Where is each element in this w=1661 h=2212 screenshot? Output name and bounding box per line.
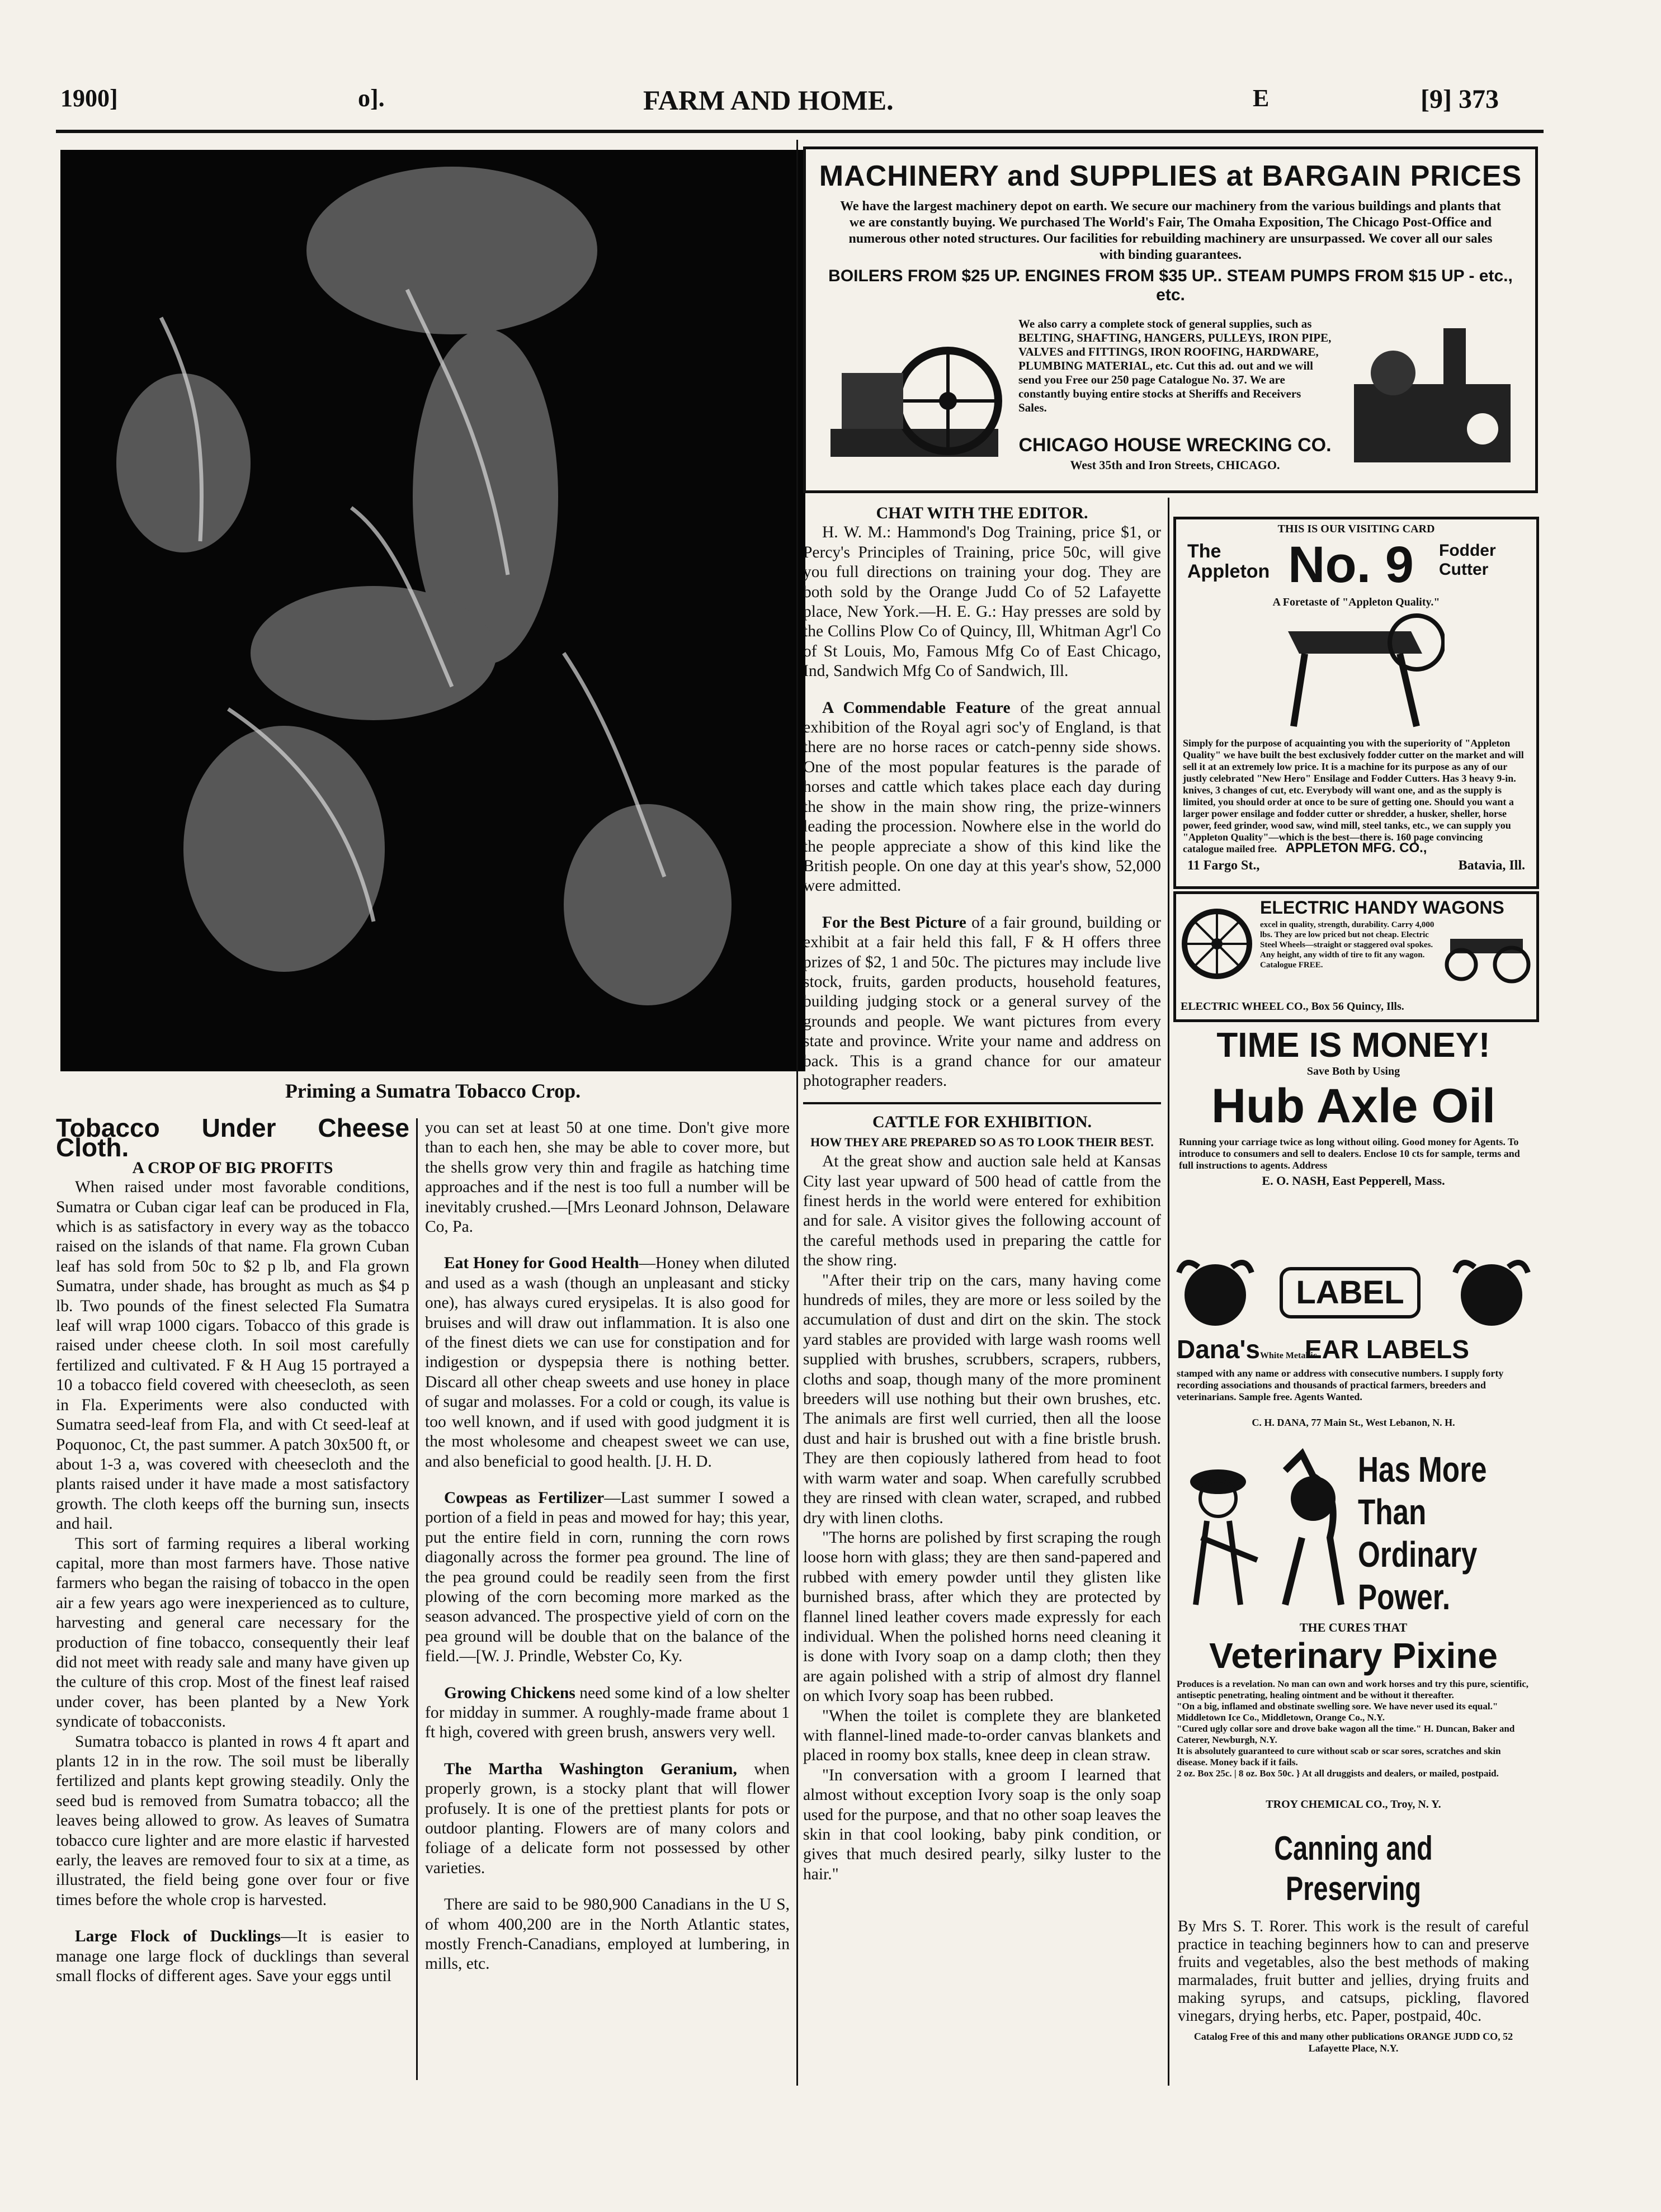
column-rule <box>1168 498 1169 2086</box>
cattle-paragraph: At the great show and auction sale held at Kansas City last year upward of 500 head of cattle from the finest herds in the world were entered for exhibition and for sale. A visitor gives the following account of the careful methods used in preparing the cattle for the show ring. <box>803 1152 1161 1270</box>
engine-illustration <box>819 317 1009 474</box>
chickens-text: need some kind of a low shelter for midday in summer. A roughly-made frame about 1 ft high, covered with green brush, answers very well. <box>425 1684 790 1742</box>
ducklings-continued: you can set at least 50 at one time. Don't give more than to each hen, she may be able to cover more, but the shells grow very thin and fragile as hatching time approaches and if the nest is too full a number will be inevitably crushed.—[Mrs Leonard Johnson, Delaware Co, Pa. <box>425 1119 790 1236</box>
appleton-tagline: A Foretaste of "Appleton Quality." <box>1272 596 1440 608</box>
canning-footer: Catalog Free of this and many other publications ORANGE JUDD CO, 52 Lafayette Place, N.Y. <box>1193 2031 1513 2054</box>
machinery-prices: BOILERS FROM $25 UP. ENGINES FROM $35 UP.. STEAM PUMPS FROM $15 UP - etc., etc. <box>828 267 1513 304</box>
dana-body: stamped with any name or address with consecutive numbers. I supply forty recording associations and thousands of practical farmers, breeders and veterinarians. Sample free. Agents Wanted. <box>1177 1368 1504 1402</box>
header-mark-left: o]. <box>358 84 385 112</box>
dana-brand-b: White Metallic <box>1260 1351 1317 1360</box>
dana-brand-a: Dana's <box>1177 1335 1261 1364</box>
canning-body: By Mrs S. T. Rorer. This work is the result of careful practice in teaching beginners how to can and preserve fruits and vegetables, also the best methods of making marmalades, fruit butter and jellies, drying fruits and making syrups, and catsups, pickling, flavored vinegars, drying herbs, etc. Paper, postpaid, 40c. <box>1178 1918 1529 2025</box>
header-rule <box>56 130 1544 133</box>
tobacco-title: Tobacco Under Cheese Cloth. <box>56 1113 409 1162</box>
feature-text: of the great annual exhibition of the Royal agri soc'y of England, is that there are no horse races or catch-penny side shows. One of the most popular features is the parade of horses and cattle which takes place each day during the show in the main show ring, the prize-winners leading the procession. Nowhere else in the world do the people appreciate a show of this kind like the British people. On one day at this year's show, 52,000 were admitted. <box>803 698 1162 895</box>
chat-column <box>803 503 1161 1884</box>
pixine-guarantee: It is absolutely guaranteed to cure without scab or scar sores, scratches and skin disease. Money back if it fails. <box>1177 1746 1501 1767</box>
appleton-body-left <box>1183 609 1278 738</box>
ducklings-item <box>56 1927 409 1986</box>
tobacco-photo <box>60 150 805 1071</box>
dana-brand-c: EAR LABELS <box>1305 1335 1469 1364</box>
dana-company: C. H. DANA, 77 Main St., West Lebanon, N. H. <box>1252 1417 1455 1428</box>
picture-title: For the Best Picture <box>822 913 966 932</box>
dana-label-ad <box>1173 1250 1533 1435</box>
tobacco-subtitle: A CROP OF BIG PROFITS <box>132 1158 333 1177</box>
cattle-paragraph: "After their trip on the cars, many having come hundreds of miles, they are more or less soiled by the accumulation of dust and dirt on the skin. The stock yard stables are provided with large wash rooms well supplied with brushes, scrubbers, scrapers, rubbers, cloths and soap, though many of the more prominent breeders will use nothing but their own brushes, etc. The animals are first well curried, then all the loose dust and hair is brushed out with a fine bristle brush. They are then copiously lathered from head to foot with warm water and soap. When carefully scrubbed they are rinsed with clean water, scraped, and rubbed dry with linen cloths. <box>803 1271 1161 1527</box>
electric-title: ELECTRIC HANDY WAGONS <box>1260 897 1504 918</box>
pixine-product: Veterinary Pixine <box>1209 1636 1498 1676</box>
appleton-address-left: 11 Fargo St., <box>1187 858 1260 873</box>
pixine-headline: Has More Than Ordinary Power. <box>1358 1449 1487 1617</box>
cattle-paragraph: "When the toilet is complete they are blanketed with flannel-lined made-to-order canvas blankets and placed in roomy box stalls, knee deep in clean straw. <box>803 1707 1161 1765</box>
pixine-company: TROY CHEMICAL CO., Troy, N. Y. <box>1266 1798 1441 1811</box>
ducklings-title: Large Flock of Ducklings <box>75 1927 281 1946</box>
tobacco-paragraph: Sumatra tobacco is planted in rows 4 ft apart and plants 12 in in the row. The soil must be liberally fertilized and plants kept growing steadily. Only the seed bud is removed from Sumatra tobacco; all the leaves being allowed to grow. As leaves of Sumatra tobacco cure lighter and are more elastic if harvested early, the leaves are removed four to six at a time, as illustrated, the field being gone over four or five times before the whole crop is harvested. <box>56 1732 409 1909</box>
picture-text: of a fair ground, building or exhibit at a fair held this fall, F & H offers three prizes of $2, 1 and 50c. The pictures may include live stock, fruits, garden products, household features, building judging stock or a general survey of the grounds and people. We want pictures from every state and province. Write your name and address on back. This is a grand chance for our amateur photographer readers. <box>803 913 1162 1090</box>
tobacco-article <box>56 1113 409 1986</box>
feature-title: A Commendable Feature <box>822 698 1011 717</box>
pixine-body-text: Produces is a revelation. No man can own and work horses and try this pure, scientific, antiseptic penetrating, healing ointment and be without it thereafter. <box>1177 1679 1529 1700</box>
geranium-text: when properly grown, is a stocky plant that will flower profusely. It is one of the prettiest plants for pots or outdoor planting. Flowers are of many colors and foliage of a delicate form not possessed by other varieties. <box>425 1760 790 1877</box>
appleton-top: THIS IS OUR VISITING CARD <box>1277 523 1435 535</box>
appleton-body: Simply for the purpose of acquainting you with the superiority of "Appleton Quality" we have built the best exclusively fodder cutter on the market and will sell it at an extremely low price. It is a machine for its purpose as any of our justly celebrated "New Hero" Ensilage and Fodder Cutters. Has 3 heavy 9-in. knives, 3 changes of cut, etc. Everybody will want one, and as the supply is limited, you should order at once to be sure of getting one. Should you want a larger power ensilage and fodder cutter or shredder, a husker, sheller, horse power, feed grinder, wood saw, wind mill, steel tanks, etc., we can supply you "Appleton Quality"—which is the best—there is. 160 page convincing catalogue mailed free. <box>1183 738 1524 854</box>
honey-text: —Honey when diluted and used as a wash (though an unpleasant and sticky one), has always cured erysipelas. It is also good for bruises and will draw out inflammation. It is also one of the finest diets we can use for constipation and for indigestion or dyspepsia there is nothing better. Discard all other cheap sweets and use honey in place of sugar and molasses. For a cold or cough, its value is too well known, and if used with good judgment it is the most wholesome and cheapest sweet we can use, and also beneficial to good health. [J. H. D. <box>425 1254 790 1471</box>
column-rule <box>416 1118 418 2080</box>
geranium-item <box>425 1760 790 1878</box>
cattle-paragraph: "In conversation with a groom I learned that almost without exception Ivory soap is the only soap used for the purpose, and that no other soap leaves the skin in that cool looking, baby pink condition, or gives that much desired pearly, silky luster to the hair." <box>803 1766 1161 1883</box>
cattle-title: CATTLE FOR EXHIBITION. <box>872 1113 1092 1132</box>
fodder-cutter-illustration <box>1277 609 1445 732</box>
electric-wheel-ad <box>1173 891 1539 1022</box>
chat-title: CHAT WITH THE EDITOR. <box>876 504 1088 522</box>
machinery-company: CHICAGO HOUSE WRECKING CO. <box>1018 434 1332 456</box>
machinery-stock: We also carry a complete stock of general supplies, such as BELTING, SHAFTING, HANGERS, PULLEYS, IRON PIPE, VALVES and FITTINGS, IRON ROOFING, HARDWARE, PLUMBING MATERIAL, etc. Cut this ad. out and we will send you Free our 250 page Catalogue No. 37. We are constantly buying entire stocks at Sheriffs and Receivers Sales. <box>1018 317 1332 414</box>
cow-head-right-icon <box>1450 1256 1533 1329</box>
dana-brand <box>1177 1334 1533 1364</box>
photo-caption: Priming a Sumatra Tobacco Crop. <box>285 1080 581 1102</box>
chickens-title: Growing Chickens <box>444 1684 575 1702</box>
cowpeas-text: —Last summer I sowed a portion of a field in peas and mowed for hay; this year, put the entire field in corn, running the corn rows diagonally across the former pea ground. The line of the pea ground could be readily seen from the first plowing of the corn becoming more marked as the season advanced. The prospective yield of corn on the pea ground will be double that on the balance of the field.—[W. J. Prindle, Webster Co, Ky. <box>425 1488 790 1666</box>
appleton-company: APPLETON MFG. CO., <box>1285 840 1427 856</box>
feature-item <box>803 698 1161 896</box>
page-header <box>0 78 1661 129</box>
picture-item <box>803 913 1161 1091</box>
hub-company: E. O. NASH, East Pepperell, Mass. <box>1262 1174 1445 1188</box>
hub-save: Save Both by Using <box>1306 1065 1400 1077</box>
appleton-address-right: Batavia, Ill. <box>1458 858 1525 873</box>
electric-company: ELECTRIC WHEEL CO., Box 56 Quincy, Ills. <box>1181 1000 1404 1013</box>
machinery-ad <box>803 146 1538 493</box>
hub-axle-ad <box>1173 1023 1533 1230</box>
short-items-column <box>425 1118 790 1974</box>
chat-answers: H. W. M.: Hammond's Dog Training, price $1, or Percy's Principles of Training, price 50c, will give you full directions on training your dog. They are both sold by the Orange Judd Co of 52 Lafayette place, New York.—H. E. G.: Hay presses are sold by the Collins Plow Co of Quincy, Ill, Whitman Agr'l Co of St Louis, Mo, Famous Mfg Co of East Chicago, Ind, Sandwich Mfg Co of Sandwich, Ill. <box>803 523 1161 680</box>
tobacco-paragraph: This sort of farming requires a liberal working capital, more than most farmers have. Those native farmers who began the raising of tobacco in the open air a few years ago were inexperienced as to culture, harvesting and general care necessary for the production of fine tobacco, consequently their leaf did not meet with ready sale and many have given up the culture of this crop. Most of the finest leaf raised under cover, has been planted by a New York syndicate of tobacconists. <box>56 1534 409 1731</box>
pixine-body <box>1177 1679 1530 1779</box>
section-rule <box>803 1102 1161 1104</box>
appleton-number: No. 9 <box>1288 536 1414 593</box>
honey-item <box>425 1254 790 1471</box>
electric-body: excel in quality, strength, durability. Carry 4,000 lbs. They are low priced but not cheap. Electric Steel Wheels—straight or staggered oval spokes. Any height, any width of tire to fit any wagon. Catalogue FREE. <box>1260 920 1434 970</box>
wheel-icon <box>1181 902 1253 986</box>
canning-title: Canning and Preserving <box>1274 1830 1433 1907</box>
pixine-prices: 2 oz. Box 25c. | 8 oz. Box 50c. } At all druggists and dealers, or mailed, postpaid. <box>1177 1768 1499 1779</box>
canning-ad <box>1173 1828 1533 2086</box>
cattle-subtitle: HOW THEY ARE PREPARED SO AS TO LOOK THEIR BEST. <box>810 1135 1154 1149</box>
canadians-item: There are said to be 980,900 Canadians in the U S, of whom 400,200 are in the North Atlantic states, mostly French-Canadians, employed at lumbering, in mills, etc. <box>425 1896 790 1973</box>
boiler-illustration <box>1343 317 1522 474</box>
pixine-quote-1: "On a big, inflamed and obstinate swelling sore. We have never used its equal." Middletown Ice Co., Middletown, Orange Co., N.Y. <box>1177 1701 1498 1723</box>
ducklings-text: —It is easier to manage one large flock of ducklings than several small flocks of different ages. Save your eggs until <box>56 1927 409 1986</box>
boy-and-dog-illustration <box>1173 1448 1358 1616</box>
cowpeas-item <box>425 1488 790 1667</box>
hub-body: Running your carriage twice as long without oiling. Good money for Agents. To introduce to consumers and sell to dealers. Enclose 10 cts for sample, terms and full instructions to agents. Address <box>1179 1136 1520 1171</box>
header-mark-right: E <box>1253 84 1270 112</box>
appleton-fodder: Fodder Cutter <box>1439 541 1496 579</box>
pixine-quote-2: "Cured ugly collar sore and drove bake wagon all the time." H. Duncan, Baker and Caterer, Newburgh, N.Y. <box>1177 1723 1515 1745</box>
machinery-address: West 35th and Iron Streets, CHICAGO. <box>1070 458 1280 472</box>
pixine-ad <box>1173 1448 1533 1817</box>
cowpeas-title: Cowpeas as Fertilizer <box>444 1488 605 1507</box>
chickens-item <box>425 1684 790 1743</box>
cow-head-left-icon <box>1173 1256 1257 1329</box>
tobacco-paragraph: When raised under most favorable conditions, Sumatra or Cuban cigar leaf can be produced in Fla, which is as satisfactory in every way as the tobacco raised on the islands of that name. Fla grown Cuban leaf has sold from 50c to $2 p lb, and Fla grown Sumatra, under shade, has brought as much as $4 p lb. Two pounds of the finest selected Fla Sumatra leaf will wrap 1000 cigars. Tobacco of this grade is raised under cheese cloth. In soil most carefully fertilized and cultivated. F & H Aug 15 portrayed a 10 a tobacco field covered with cheesecloth, as seen in Fla. Experiments were also conducted with Sumatra seed-leaf from Fla, and with Ct seed-leaf at Poquonoc, Ct, the past summer. A patch 30x500 ft, or about 1-3 a, was covered with cheesecloth and the plants raised under it have made a most satisfactory growth. The cloth keeps off the burning sun, insects and hail. <box>56 1178 409 1533</box>
page-number: [9] 373 <box>1421 84 1499 114</box>
appleton-name: The Appleton <box>1187 541 1270 582</box>
machinery-headline: MACHINERY and SUPPLIES at BARGAIN PRICES <box>819 160 1522 192</box>
wagon-illustration <box>1439 922 1532 984</box>
honey-title: Eat Honey for Good Health <box>444 1254 639 1273</box>
column-rule <box>796 140 798 2086</box>
pixine-cures: THE CURES THAT <box>1299 1620 1408 1634</box>
label-tag: LABEL <box>1280 1267 1421 1318</box>
time-is-money: TIME IS MONEY! <box>1216 1026 1490 1065</box>
cattle-paragraph: "The horns are polished by first scraping the rough loose horn with glass; they are then sand-papered and rubbed with emery powder until they glisten like burnished brass, after which they are protected by flannel lined leather covers made expressly for each individual. When the polished horns need cleaning it is done with Ivory soap on a damp cloth; then they are again polished with a strip of almost dry flannel on which Ivory soap has been rubbed. <box>803 1528 1161 1705</box>
header-date: 1900] <box>60 84 118 112</box>
machinery-body: We have the largest machinery depot on earth. We secure our machinery from the various buildings and plants that we are constantly buying. We purchased The World's Fair, The Omaha Exposition, The Chicago Post-Office and numerous other noted structures. Our facilities for rebuilding machinery are unsurpassed. We cover all our sales with binding guarantees. <box>840 199 1501 262</box>
hub-product: Hub Axle Oil <box>1211 1079 1496 1133</box>
masthead-title: FARM AND HOME. <box>643 84 894 116</box>
appleton-ad <box>1173 517 1539 889</box>
geranium-title: The Martha Washington Geranium, <box>444 1760 737 1778</box>
